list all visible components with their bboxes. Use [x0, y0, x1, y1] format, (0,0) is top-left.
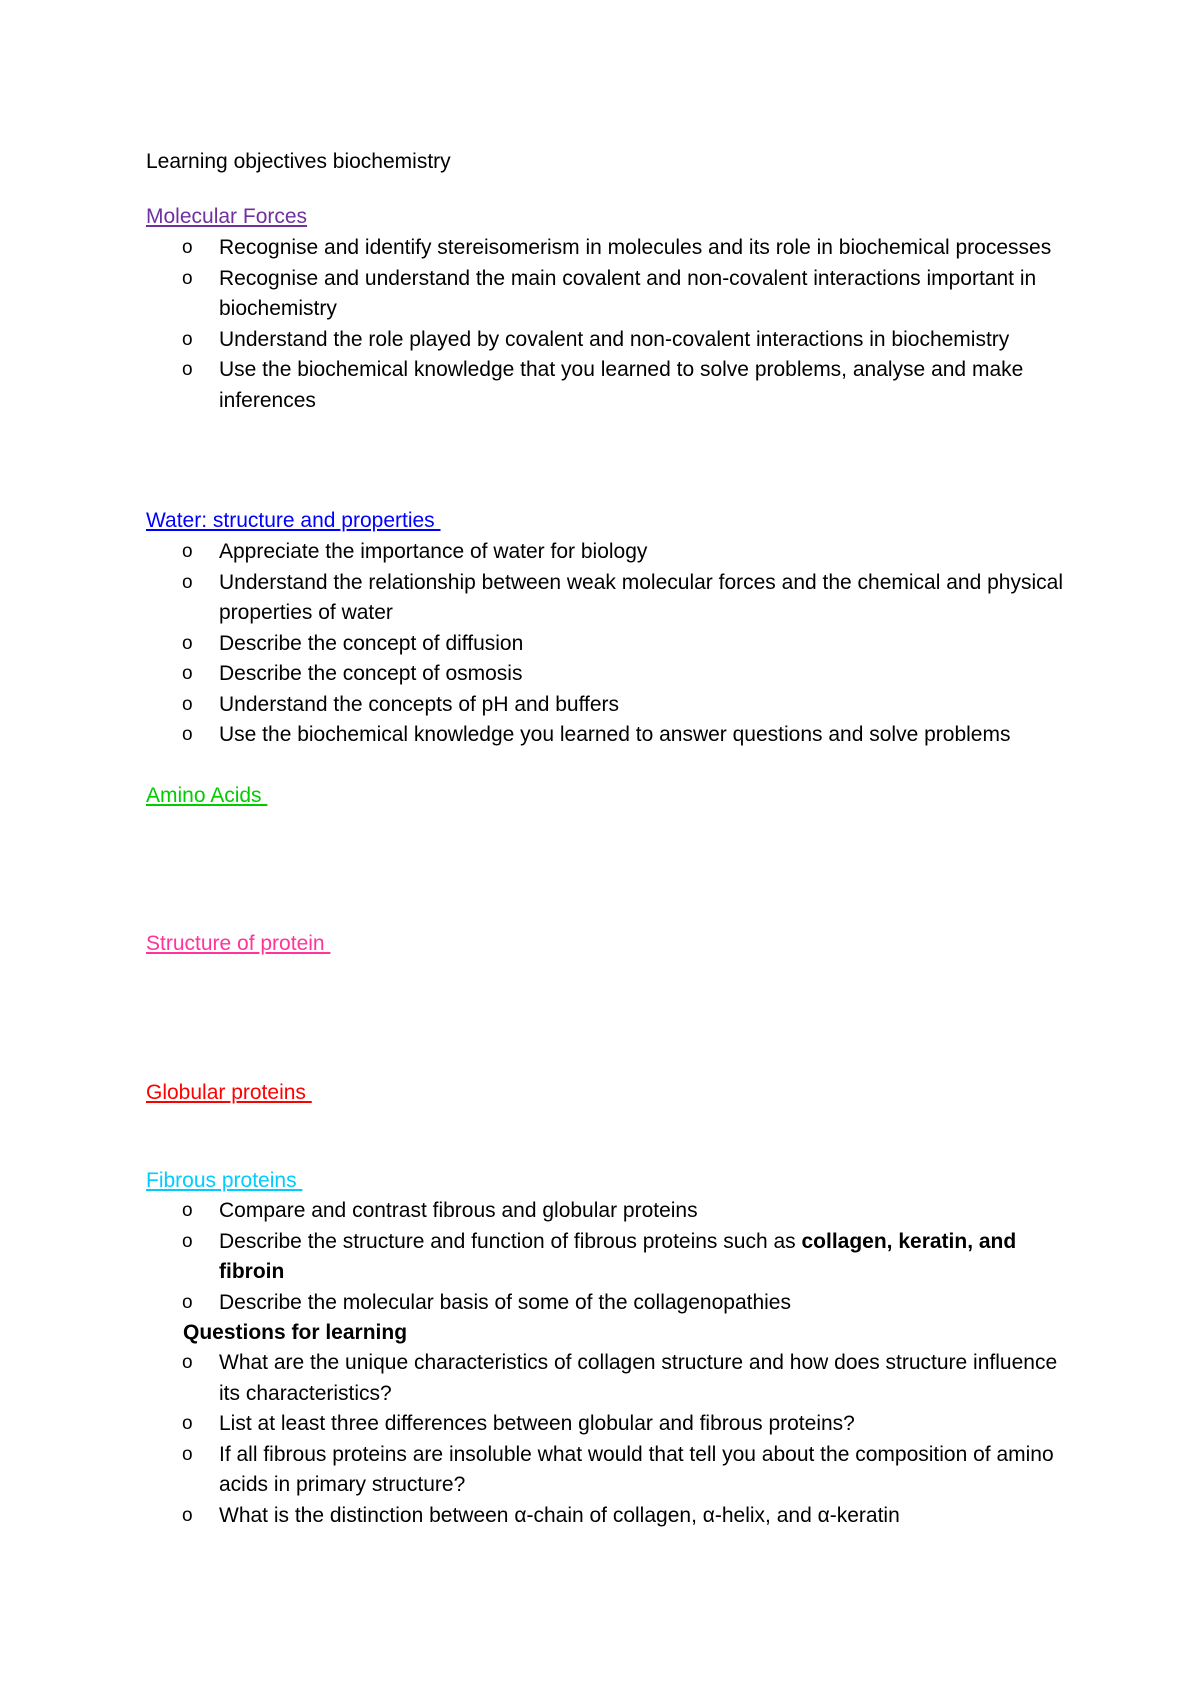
molecular-forces-list — [0, 233, 1200, 416]
list-item: o Compare and contrast fibrous and globular proteins — [0, 1196, 1200, 1227]
hollow-circle-bullet-icon: o — [182, 693, 193, 715]
document-title: Learning objectives biochemistry — [146, 150, 451, 173]
hollow-circle-bullet-icon: o — [182, 1413, 193, 1434]
hollow-circle-bullet-icon: o — [182, 632, 193, 654]
list-item: o Recognise and identify stereisomerism in molecules and its role in biochemical processes — [0, 233, 1200, 264]
heading-fibrous-proteins[interactable]: Fibrous proteins — [146, 1169, 303, 1192]
list-item: o Understand the role played by covalent and non-covalent interactions in biochemistry — [0, 325, 1200, 356]
heading-globular-proteins[interactable]: Globular proteins — [146, 1081, 312, 1104]
hollow-circle-bullet-icon: o — [182, 359, 193, 380]
list-item: o Describe the molecular basis of some of the collagenopathies — [0, 1288, 1200, 1319]
hollow-circle-bullet-icon: o — [182, 1200, 193, 1221]
fibrous-protein-examples: collagen, keratin, and fibroin — [219, 1229, 1017, 1283]
hollow-circle-bullet-icon: o — [182, 1352, 193, 1373]
questions-heading: Questions for learning — [183, 1321, 408, 1344]
hollow-circle-bullet-icon: o — [182, 571, 193, 593]
hollow-circle-bullet-icon: o — [182, 328, 193, 350]
heading-structure-of-protein[interactable]: Structure of protein — [146, 932, 331, 955]
hollow-circle-bullet-icon: o — [182, 1291, 193, 1313]
hollow-circle-bullet-icon: o — [182, 237, 193, 258]
list-item: o List at least three differences between globular and fibrous proteins? — [0, 1409, 1200, 1440]
list-item — [0, 1227, 1200, 1288]
questions-list — [0, 1348, 1200, 1531]
hollow-circle-bullet-icon: o — [182, 724, 193, 745]
hollow-circle-bullet-icon: o — [182, 1443, 193, 1465]
list-item: o What is the distinction between α-chain of collagen, α-helix, and α-keratin — [0, 1501, 1200, 1532]
list-item: o Appreciate the importance of water for biology — [0, 537, 1200, 568]
hollow-circle-bullet-icon: o — [182, 1504, 193, 1526]
hollow-circle-bullet-icon: o — [182, 1230, 193, 1252]
heading-molecular-forces[interactable]: Molecular Forces — [146, 205, 308, 228]
list-item: o Describe the concept of diffusion — [0, 629, 1200, 660]
list-item: o Understand the concepts of pH and buffers — [0, 690, 1200, 721]
list-item: o Use the biochemical knowledge you learned to answer questions and solve problems — [0, 720, 1200, 751]
hollow-circle-bullet-icon: o — [182, 541, 193, 562]
list-item: o If all fibrous proteins are insoluble what would that tell you about the composition of amino acids in primary structure? — [0, 1440, 1200, 1501]
list-item: o What are the unique characteristics of collagen structure and how does structure influence its characteristics? — [0, 1348, 1200, 1409]
hollow-circle-bullet-icon: o — [182, 267, 193, 289]
list-item: o Recognise and understand the main covalent and non-covalent interactions important in biochemistry — [0, 264, 1200, 325]
list-item: o Use the biochemical knowledge that you learned to solve problems, analyse and make inferences — [0, 355, 1200, 416]
heading-amino-acids[interactable]: Amino Acids — [146, 784, 268, 807]
fibrous-proteins-list — [0, 1196, 1200, 1318]
heading-water[interactable]: Water: structure and properties — [146, 509, 441, 532]
hollow-circle-bullet-icon: o — [182, 663, 193, 684]
list-item: o Describe the concept of osmosis — [0, 659, 1200, 690]
water-list — [0, 537, 1200, 751]
list-item: o Understand the relationship between weak molecular forces and the chemical and physical properties of water — [0, 568, 1200, 629]
describe-text: Describe the structure and function of fibrous proteins such as — [219, 1229, 802, 1253]
